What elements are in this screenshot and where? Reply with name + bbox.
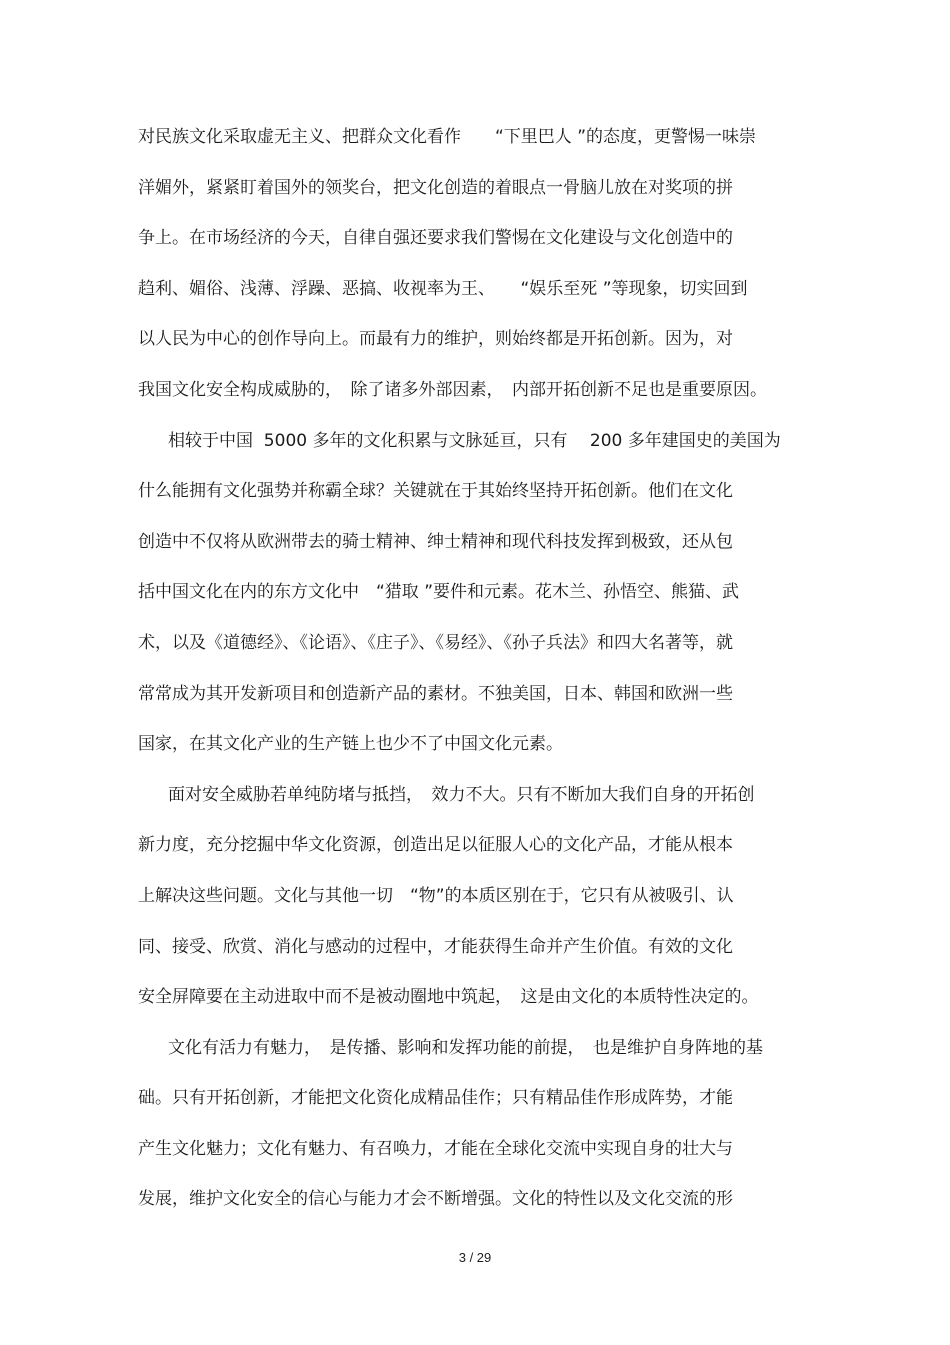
text-line: 产生文化魅力；文化有魅力、有召唤力，才能在全球化交流中实现自身的壮大与 [138, 1138, 733, 1159]
text-line: 安全屏障要在主动进取中而不是被动圈地中筑起， 这是由文化的本质特性决定的。 [138, 987, 759, 1008]
page-number: 3 / 29 [458, 1250, 492, 1265]
text-line: 术，以及《道德经》、《论语》、《庄子》、《易经》、《孙子兵法》和四大名著等，就 [138, 632, 733, 653]
text-line: 以人民为中心的创作导向上。而最有力的维护，则始终都是开拓创新。因为，对 [138, 329, 733, 350]
text-line: 括中国文化在内的东方文化中 “猎取 ”要件和元素。花木兰、孙悟空、熊猫、武 [138, 582, 740, 603]
text-line: 础。只有开拓创新，才能把文化资化成精品佳作；只有精品佳作形成阵势，才能 [138, 1088, 733, 1109]
paragraph-first-line: 面对安全威胁若单纯防堵与抵挡， 效力不大。只有不断加大我们自身的开拓创 [168, 784, 755, 805]
text-line: 什么能拥有文化强势并称霸全球？关键就在于其始终坚持开拓创新。他们在文化 [138, 481, 733, 502]
text-line: 创造中不仅将从欧洲带去的骑士精神、绅士精神和现代科技发挥到极致，还从包 [138, 531, 733, 552]
paragraph-first-line: 相较于中国 5000 多年的文化积累与文脉延亘，只有 200 多年建国史的美国为 [168, 430, 781, 451]
paragraph-first-line: 文化有活力有魅力， 是传播、影响和发挥功能的前提， 也是维护自身阵地的基 [168, 1037, 763, 1058]
text-line: 常常成为其开发新项目和创造新产品的素材。不独美国，日本、韩国和欧洲一些 [138, 683, 733, 704]
text-line: 洋媚外，紧紧盯着国外的领奖台，把文化创造的着眼点一骨脑儿放在对奖项的拼 [138, 177, 733, 198]
text-line: 新力度，充分挖掘中华文化资源，创造出足以征服人心的文化产品，才能从根本 [138, 835, 733, 856]
text-line: 对民族文化采取虚无主义、把群众文化看作 “下里巴人 ”的态度，更警惕一味崇 [138, 127, 757, 147]
text-line: 趋利、媚俗、浅薄、浮躁、恶搞、收视率为王、 “娱乐至死 ”等现象，切实回到 [138, 278, 748, 299]
text-line: 发展，维护文化安全的信心与能力才会不断增强。文化的特性以及文化交流的形 [138, 1189, 733, 1210]
text-line: 同、接受、欣赏、消化与感动的过程中，才能获得生命并产生价值。有效的文化 [138, 936, 733, 957]
text-line: 争上。在市场经济的今天，自律自强还要求我们警惕在文化建设与文化创造中的 [138, 228, 733, 249]
text-line: 国家，在其文化产业的生产链上也少不了中国文化元素。 [138, 734, 563, 755]
text-line: 上解决这些问题。文化与其他一切 “物”的本质区别在于，它只有从被吸引、认 [138, 885, 734, 906]
body-text [138, 120, 808, 1233]
text-line: 我国文化安全构成威胁的， 除了诸多外部因素， 内部开拓创新不足也是重要原因。 [138, 379, 767, 400]
